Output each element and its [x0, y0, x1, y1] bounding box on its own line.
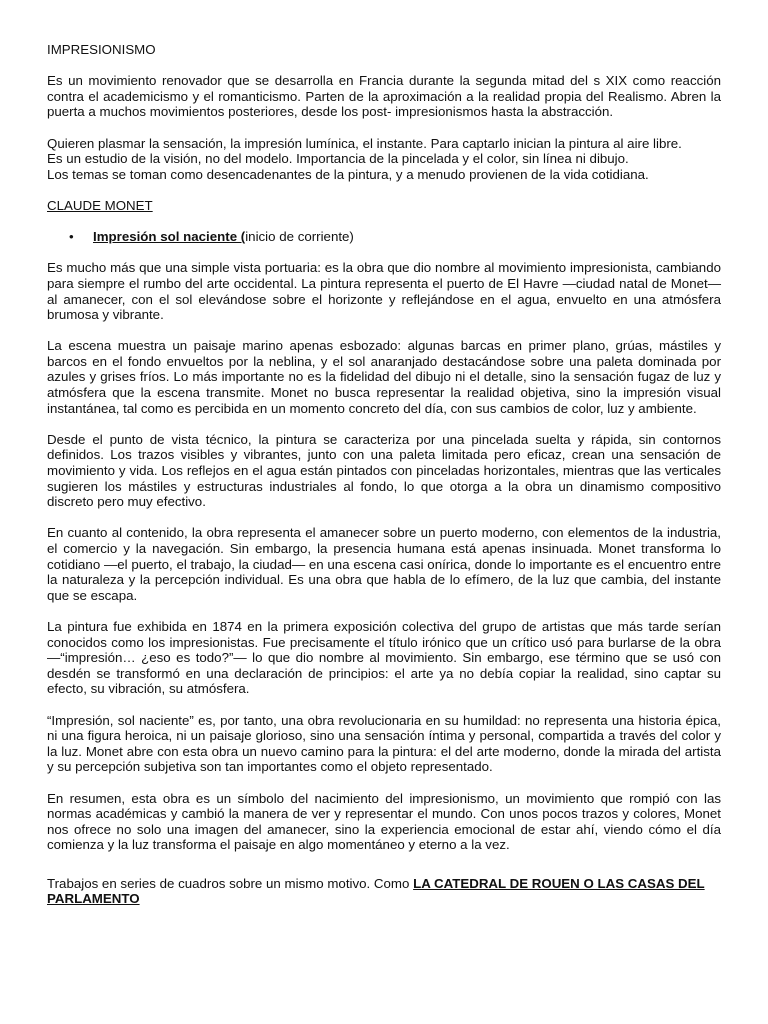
- artwork-title: Impresión sol naciente (: [93, 229, 246, 245]
- intro-line-2: Es un estudio de la visión, no del modelo. Importancia de la pincelada y el color, sin línea ni dibujo.: [47, 151, 629, 167]
- intro-paragraph: Es un movimiento renovador que se desarrolla en Francia durante la segunda mitad del s XIX como reacción contra el academicismo y el romanticismo. Parten de la aproximación a la realidad propia del Realismo. Abren la puerta a muchos movimientos posteriores, desde los post- impresionismos hasta la abstracción.: [47, 73, 721, 120]
- body-paragraph-2: La escena muestra un paisaje marino apenas esbozado: algunas barcas en primer plano, grúas, mástiles y barcos en el fondo envueltos por la neblina, y el sol anaranjado destacándose sobre una paleta dominada por azules y grises fríos. Lo más importante no es la fidelidad del dibujo ni el detalle, sino la sensación fugaz de luz y atmósfera que la escena transmite. Monet no busca representar la realidad objetiva, sino la impresión visual instantánea, tal como es percibida en un momento concreto del día, con sus cambios de color, luz y ambiente.: [47, 338, 721, 416]
- body-paragraph-3: Desde el punto de vista técnico, la pintura se caracteriza por una pincelada suelta y rápida, sin contornos definidos. Los trazos visibles y vibrantes, junto con una paleta limitada pero eficaz, crean una sensación de movimiento y vida. Los reflejos en el agua están pintados con pinceladas horizontales, mientras que las verticales sugieren los mástiles y estructuras industriales al fondo, lo que otorga a la obra un dinamismo compositivo discreto pero muy efectivo.: [47, 431, 721, 510]
- intro-line-1: Quieren plasmar la sensación, la impresión lumínica, el instante. Para captarlo inician la pintura al aire libre.: [47, 135, 682, 151]
- body-paragraph-5: La pintura fue exhibida en 1874 en la primera exposición colectiva del grupo de artistas que más tarde serían conocidos como los impresionistas. Fue precisamente el título irónico que un crítico usó para burlarse de la obra —“impresión… ¿eso es todo?”— lo que dio nombre al movimiento. Sin embargo, ese término que se usó con desdén se transformó en una declaración de principios: el arte ya no debía copiar la realidad, sino captar su efecto, su vibración, su atmósfera.: [47, 618, 721, 697]
- document-title: IMPRESIONISMO: [47, 42, 156, 57]
- body-paragraph-4: En cuanto al contenido, la obra representa el amanecer sobre un puerto moderno, con elementos de la industria, el comercio y la navegación. Sin embargo, la presencia humana está apenas insinuada. Monet transforma lo cotidiano —el puerto, el trabajo, la ciudad— en una escena casi onírica, donde lo importante es el encuentro entre la naturaleza y la percepción individual. Es una obra que habla de lo efímero, de la luz que cambia, del instante que se escapa.: [47, 525, 721, 603]
- closing-text: Trabajos en series de cuadros sobre un mismo motivo. Como: [47, 875, 414, 891]
- body-paragraph-6: “Impresión, sol naciente” es, por tanto, una obra revolucionaria en su humildad: no representa una historia épica, ni una figura heroica, ni un paisaje glorioso, sino una sensación íntima y personal, compartida a través del color y la luz. Monet abre con esta obra un nuevo camino para la pintura: el del arte moderno, donde la mirada del artista y su percepción subjetiva son tan importantes como el objeto representado.: [47, 712, 721, 775]
- body-paragraph-1: Es mucho más que una simple vista portuaria: es la obra que dio nombre al movimiento impresionista, cambiando para siempre el rumbo del arte occidental. La pintura representa el puerto de El Havre —ciudad natal de Monet— al amanecer, con el sol elevándose sobre el horizonte y reflejándose en el agua, envuelto en una atmósfera brumosa y vibrante.: [47, 260, 721, 323]
- bullet-icon: •: [69, 229, 74, 245]
- section-heading: CLAUDE MONET: [47, 197, 153, 213]
- artwork-note: inicio de corriente): [245, 229, 354, 245]
- closing-paragraph: [47, 876, 721, 907]
- bullet-item: [47, 229, 721, 245]
- body-paragraph-7: En resumen, esta obra es un símbolo del nacimiento del impresionismo, un movimiento que rompió con las normas académicas y cambió la manera de ver y representar el mundo. Con unos pocos trazos y colores, Monet nos ofrece no solo una imagen del amanecer, sino la experiencia emocional de estar ahí, viendo cómo el día comienza y la luz transforma el paisaje en algo momentáneo y eterno a la vez.: [47, 790, 721, 853]
- closing-highlight: LA CATEDRAL DE ROUEN O LAS CASAS DEL PARLAMENTO: [47, 875, 705, 907]
- document-page: [47, 42, 721, 907]
- intro-line-3: Los temas se toman como desencadenantes de la pintura, y a menudo provienen de la vida cotidiana.: [47, 166, 649, 182]
